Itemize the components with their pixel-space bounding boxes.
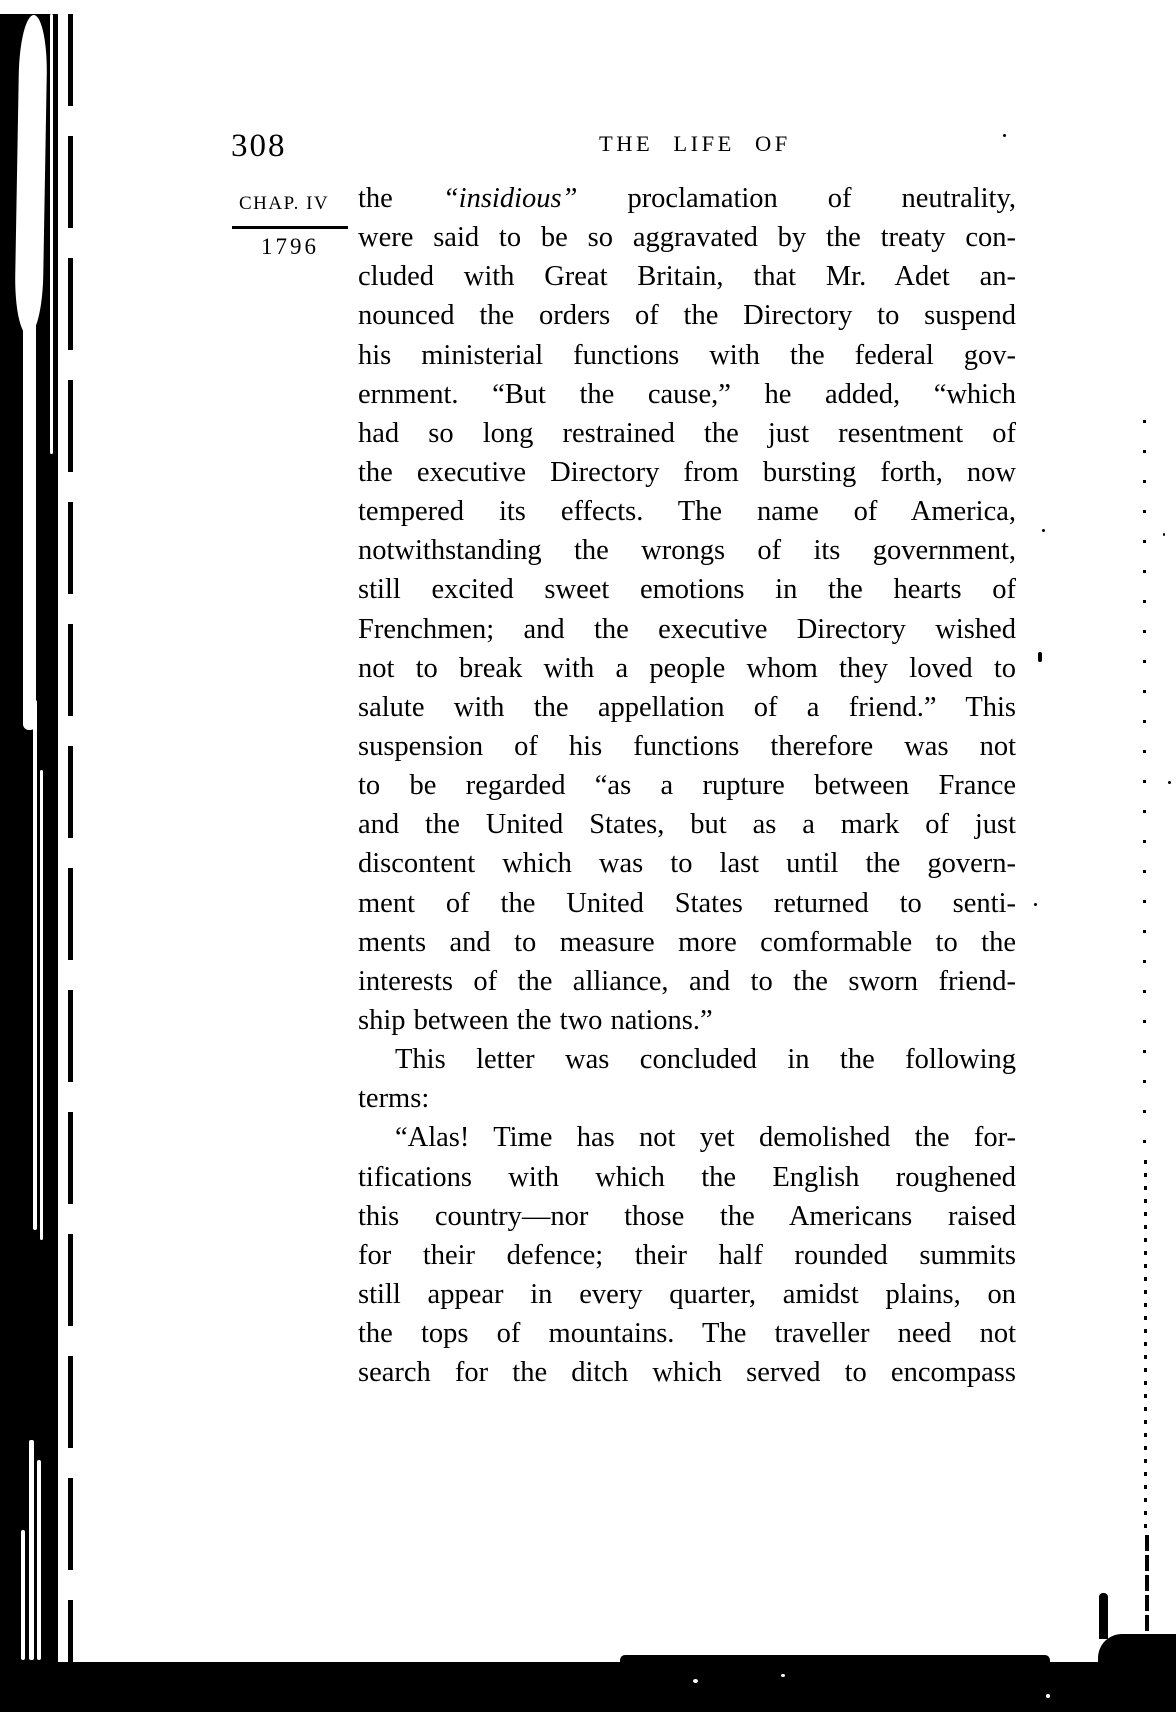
text-line: “Alas! Time has not yet demolished the for- bbox=[395, 1122, 1016, 1154]
scan-speck bbox=[1042, 529, 1045, 532]
scan-white-speck bbox=[781, 1674, 785, 1677]
scan-gutter-streak bbox=[29, 1440, 34, 1660]
running-header: THE LIFE OF bbox=[599, 131, 791, 156]
body-text bbox=[358, 179, 1016, 1392]
scan-noise-streak bbox=[1144, 1160, 1147, 1535]
text-line: and the United States, but as a mark of just bbox=[358, 809, 1016, 841]
text-line: This letter was concluded in the following bbox=[395, 1044, 1016, 1076]
text-line: nounced the orders of the Directory to suspend bbox=[358, 300, 1016, 332]
page-number: 308 bbox=[231, 128, 287, 164]
scan-gutter-highlight bbox=[14, 15, 48, 335]
sidenote-chapter: CHAP. IV bbox=[239, 193, 330, 214]
text-line: tempered its effects. The name of America, bbox=[358, 496, 1016, 528]
text-line: discontent which was to last until the govern- bbox=[358, 848, 1016, 880]
text-line: Frenchmen; and the executive Directory wished bbox=[358, 613, 1016, 645]
scan-gutter-streak bbox=[21, 1530, 25, 1660]
text-line: suspension of his functions therefore was not bbox=[358, 730, 1016, 762]
sidenote-rule bbox=[232, 226, 348, 229]
text-line: tifications with which the English roughened bbox=[358, 1161, 1016, 1193]
text-line: were said to be so aggravated by the treaty con- bbox=[358, 222, 1016, 254]
text-line: still appear in every quarter, amidst plains, on bbox=[358, 1278, 1016, 1310]
scan-page-edge-line bbox=[68, 14, 73, 1706]
scan-gutter-streak bbox=[33, 700, 37, 1230]
text-line: ments and to measure more comformable to the bbox=[358, 926, 1016, 958]
scan-speck bbox=[1003, 134, 1006, 137]
text-line: still excited sweet emotions in the hearts of bbox=[358, 574, 1016, 606]
text-line: for their defence; their half rounded summits bbox=[358, 1239, 1016, 1271]
scan-speck bbox=[1163, 533, 1165, 536]
scan-gutter-highlight-tail bbox=[23, 300, 36, 730]
scan-bottom-right-tail bbox=[1099, 1593, 1108, 1639]
scan-bottom-right-blob bbox=[1098, 1634, 1176, 1686]
text-line: search for the ditch which served to encompass bbox=[358, 1357, 1016, 1389]
sidenote-year: 1796 bbox=[261, 234, 319, 259]
scan-speck bbox=[1168, 781, 1171, 784]
scan-speck bbox=[1034, 903, 1037, 906]
scan-gutter-streak bbox=[40, 770, 43, 1240]
text-line: this country—nor those the Americans raised bbox=[358, 1200, 1016, 1232]
text-line: the executive Directory from bursting forth, now bbox=[358, 456, 1016, 488]
text-line: interests of the alliance, and to the sworn friend- bbox=[358, 965, 1016, 997]
text-line: his ministerial functions with the federal gov- bbox=[358, 339, 1016, 371]
scan-bottom-band-bump bbox=[620, 1655, 1050, 1667]
text-line: ship between the two nations.” bbox=[358, 1004, 713, 1036]
scan-white-speck bbox=[1046, 1694, 1050, 1698]
scan-white-speck bbox=[693, 1679, 698, 1683]
text-line: terms: bbox=[358, 1083, 430, 1115]
scan-gutter-streak bbox=[37, 1460, 41, 1660]
scan-bottom-band bbox=[0, 1662, 1176, 1712]
scan-noise-streak bbox=[1143, 420, 1146, 1160]
text-line: the “insidious” proclamation of neutrality, bbox=[358, 183, 1016, 214]
text-line: not to break with a people whom they loved to bbox=[358, 652, 1016, 684]
text-line: cluded with Great Britain, that Mr. Adet an- bbox=[358, 261, 1016, 293]
text-line: ernment. “But the cause,” he added, “which bbox=[358, 378, 1016, 410]
text-line: notwithstanding the wrongs of its government, bbox=[358, 535, 1016, 567]
text-line: to be regarded “as a rupture between France bbox=[358, 770, 1016, 802]
text-line: had so long restrained the just resentment of bbox=[358, 417, 1016, 449]
scan-gutter-streak bbox=[50, 14, 53, 454]
scan-noise-streak bbox=[1145, 1535, 1149, 1660]
text-line: ment of the United States returned to senti- bbox=[358, 887, 1016, 919]
text-line: the tops of mountains. The traveller need not bbox=[358, 1318, 1016, 1350]
scan-speck bbox=[1038, 652, 1042, 662]
text-line: salute with the appellation of a friend.” This bbox=[358, 691, 1016, 723]
